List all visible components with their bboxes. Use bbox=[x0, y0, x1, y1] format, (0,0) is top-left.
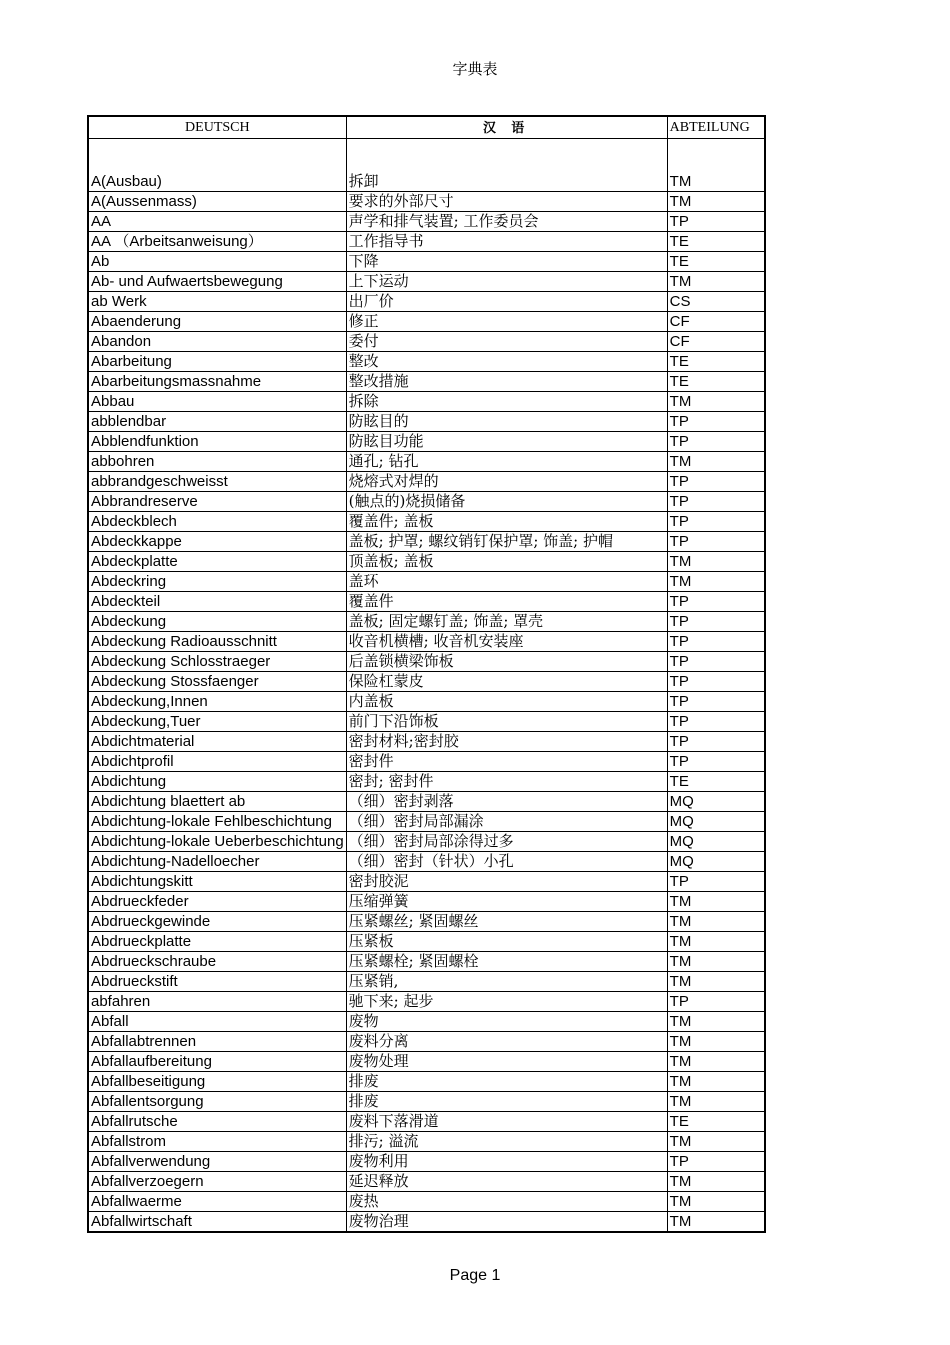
table-header-row bbox=[88, 116, 765, 139]
department-cell: TE bbox=[667, 772, 765, 792]
department-cell: MQ bbox=[667, 792, 765, 812]
chinese-term-cell: 废物治理 bbox=[346, 1212, 667, 1233]
department-cell: TM bbox=[667, 912, 765, 932]
department-cell: TE bbox=[667, 1112, 765, 1132]
chinese-term-cell: 出厂价 bbox=[346, 292, 667, 312]
table-row bbox=[88, 332, 765, 352]
department-cell: TM bbox=[667, 1072, 765, 1092]
table-row bbox=[88, 792, 765, 812]
german-term-cell: Abdeckung Radioausschnitt bbox=[88, 632, 346, 652]
chinese-term-cell: 压缩弹簧 bbox=[346, 892, 667, 912]
german-term-cell: Abarbeitung bbox=[88, 352, 346, 372]
table-row bbox=[88, 432, 765, 452]
chinese-term-cell: 通孔; 钻孔 bbox=[346, 452, 667, 472]
german-term-cell: Abdrueckfeder bbox=[88, 892, 346, 912]
chinese-term-cell: 整改 bbox=[346, 352, 667, 372]
page-number: Page 1 bbox=[449, 1267, 501, 1284]
table-row bbox=[88, 412, 765, 432]
table-row bbox=[88, 352, 765, 372]
department-cell: TP bbox=[667, 752, 765, 772]
german-term-cell: Abarbeitungsmassnahme bbox=[88, 372, 346, 392]
department-cell: TM bbox=[667, 1032, 765, 1052]
german-term-cell: AA bbox=[88, 212, 346, 232]
table-row bbox=[88, 812, 765, 832]
german-term-cell: Abdrueckschraube bbox=[88, 952, 346, 972]
table-row bbox=[88, 1112, 765, 1132]
department-cell: TP bbox=[667, 692, 765, 712]
german-term-cell: AA （Arbeitsanweisung） bbox=[88, 232, 346, 252]
chinese-term-cell: 烧熔式对焊的 bbox=[346, 472, 667, 492]
department-cell: TP bbox=[667, 992, 765, 1012]
chinese-term-cell: 要求的外部尺寸 bbox=[346, 192, 667, 212]
department-cell: TM bbox=[667, 1212, 765, 1233]
chinese-term-cell: 委付 bbox=[346, 332, 667, 352]
department-cell: TP bbox=[667, 652, 765, 672]
german-term-cell: Abdeckung Stossfaenger bbox=[88, 672, 346, 692]
department-cell: TM bbox=[667, 932, 765, 952]
chinese-term-cell: 排废 bbox=[346, 1072, 667, 1092]
table-row bbox=[88, 1092, 765, 1112]
department-cell: TM bbox=[667, 1012, 765, 1032]
department-cell: MQ bbox=[667, 832, 765, 852]
chinese-term-cell: 密封件 bbox=[346, 752, 667, 772]
german-term-cell: Abdeckung,Tuer bbox=[88, 712, 346, 732]
table-row bbox=[88, 192, 765, 212]
german-term-cell: Abdichtprofil bbox=[88, 752, 346, 772]
department-cell: TP bbox=[667, 872, 765, 892]
table-row bbox=[88, 392, 765, 412]
table-row bbox=[88, 1172, 765, 1192]
german-term-cell: Abaenderung bbox=[88, 312, 346, 332]
german-term-cell: Abfallwaerme bbox=[88, 1192, 346, 1212]
chinese-term-cell: 压紧螺栓; 紧固螺栓 bbox=[346, 952, 667, 972]
chinese-term-cell: 密封; 密封件 bbox=[346, 772, 667, 792]
dictionary-table bbox=[87, 115, 766, 1233]
chinese-term-cell: 声学和排气装置; 工作委员会 bbox=[346, 212, 667, 232]
chinese-term-cell: 驰下来; 起步 bbox=[346, 992, 667, 1012]
german-term-cell: Abfallabtrennen bbox=[88, 1032, 346, 1052]
department-cell: TE bbox=[667, 232, 765, 252]
table-row bbox=[88, 312, 765, 332]
department-cell: CF bbox=[667, 332, 765, 352]
department-cell: TE bbox=[667, 372, 765, 392]
german-term-cell: Ab- und Aufwaertsbewegung bbox=[88, 272, 346, 292]
chinese-term-cell: 后盖锁横梁饰板 bbox=[346, 652, 667, 672]
department-cell: TP bbox=[667, 1152, 765, 1172]
german-term-cell: abblendbar bbox=[88, 412, 346, 432]
german-term-cell: Abfallstrom bbox=[88, 1132, 346, 1152]
german-term-cell: Abdeckung bbox=[88, 612, 346, 632]
german-term-cell: Abdeckblech bbox=[88, 512, 346, 532]
department-cell: TE bbox=[667, 252, 765, 272]
department-cell: MQ bbox=[667, 852, 765, 872]
header-department: ABTEILUNG bbox=[667, 116, 765, 139]
german-term-cell: Abdeckplatte bbox=[88, 552, 346, 572]
chinese-term-cell: 排废 bbox=[346, 1092, 667, 1112]
chinese-term-cell: （细）密封局部涂得过多 bbox=[346, 832, 667, 852]
table-row bbox=[88, 1052, 765, 1072]
table-row bbox=[88, 752, 765, 772]
department-cell: TP bbox=[667, 212, 765, 232]
department-cell: TM bbox=[667, 1092, 765, 1112]
chinese-term-cell: 前门下沿饰板 bbox=[346, 712, 667, 732]
department-cell: TM bbox=[667, 139, 765, 192]
german-term-cell: abbrandgeschweisst bbox=[88, 472, 346, 492]
table-row bbox=[88, 1072, 765, 1092]
german-term-cell: Abfallwirtschaft bbox=[88, 1212, 346, 1233]
chinese-term-cell: （细）密封剥落 bbox=[346, 792, 667, 812]
department-cell: TM bbox=[667, 192, 765, 212]
table-row bbox=[88, 232, 765, 252]
chinese-term-cell: 顶盖板; 盖板 bbox=[346, 552, 667, 572]
german-term-cell: Abdichtung blaettert ab bbox=[88, 792, 346, 812]
chinese-term-cell: 收音机横槽; 收音机安装座 bbox=[346, 632, 667, 652]
german-term-cell: Abdeckteil bbox=[88, 592, 346, 612]
german-term-cell: Abbau bbox=[88, 392, 346, 412]
table-row bbox=[88, 1132, 765, 1152]
table-row bbox=[88, 852, 765, 872]
german-term-cell: Abfallrutsche bbox=[88, 1112, 346, 1132]
chinese-term-cell: 整改措施 bbox=[346, 372, 667, 392]
table-row bbox=[88, 992, 765, 1012]
chinese-term-cell: 下降 bbox=[346, 252, 667, 272]
table-row bbox=[88, 1192, 765, 1212]
chinese-term-cell: 上下运动 bbox=[346, 272, 667, 292]
table-row bbox=[88, 832, 765, 852]
german-term-cell: abfahren bbox=[88, 992, 346, 1012]
chinese-term-cell: 修正 bbox=[346, 312, 667, 332]
table-row bbox=[88, 772, 765, 792]
department-cell: TM bbox=[667, 1172, 765, 1192]
department-cell: TM bbox=[667, 452, 765, 472]
department-cell: TP bbox=[667, 632, 765, 652]
table-row bbox=[88, 512, 765, 532]
table-row bbox=[88, 212, 765, 232]
german-term-cell: Abdichtmaterial bbox=[88, 732, 346, 752]
table-row bbox=[88, 692, 765, 712]
german-term-cell: Abdeckung Schlosstraeger bbox=[88, 652, 346, 672]
table-row bbox=[88, 672, 765, 692]
department-cell: CF bbox=[667, 312, 765, 332]
german-term-cell: Abdrueckstift bbox=[88, 972, 346, 992]
german-term-cell: Abdichtungskitt bbox=[88, 872, 346, 892]
german-term-cell: A(Aussenmass) bbox=[88, 192, 346, 212]
chinese-term-cell: 压紧板 bbox=[346, 932, 667, 952]
table-row bbox=[88, 1212, 765, 1233]
german-term-cell: Abfallverwendung bbox=[88, 1152, 346, 1172]
german-term-cell: Abdichtung-Nadelloecher bbox=[88, 852, 346, 872]
german-term-cell: Abblendfunktion bbox=[88, 432, 346, 452]
department-cell: TP bbox=[667, 492, 765, 512]
department-cell: TM bbox=[667, 972, 765, 992]
german-term-cell: abbohren bbox=[88, 452, 346, 472]
chinese-term-cell: （细）密封局部漏涂 bbox=[346, 812, 667, 832]
table-row bbox=[88, 492, 765, 512]
table-row bbox=[88, 952, 765, 972]
table-row bbox=[88, 1032, 765, 1052]
german-term-cell: Abdrueckplatte bbox=[88, 932, 346, 952]
table-row bbox=[88, 572, 765, 592]
german-term-cell: Abfallbeseitigung bbox=[88, 1072, 346, 1092]
chinese-term-cell: 压紧螺丝; 紧固螺丝 bbox=[346, 912, 667, 932]
chinese-term-cell: 工作指导书 bbox=[346, 232, 667, 252]
department-cell: TP bbox=[667, 432, 765, 452]
chinese-term-cell: 排污; 溢流 bbox=[346, 1132, 667, 1152]
german-term-cell: Abfallverzoegern bbox=[88, 1172, 346, 1192]
chinese-term-cell: 内盖板 bbox=[346, 692, 667, 712]
chinese-term-cell: 防眩目的 bbox=[346, 412, 667, 432]
german-term-cell: Abdichtung-lokale Ueberbeschichtung bbox=[88, 832, 346, 852]
german-term-cell: Abdeckung,Innen bbox=[88, 692, 346, 712]
chinese-term-cell: 拆卸 bbox=[346, 139, 667, 192]
table-row bbox=[88, 592, 765, 612]
german-term-cell: Abfall bbox=[88, 1012, 346, 1032]
table-row bbox=[88, 252, 765, 272]
table-row bbox=[88, 472, 765, 492]
department-cell: TM bbox=[667, 552, 765, 572]
chinese-term-cell: (触点的)烧损储备 bbox=[346, 492, 667, 512]
table-body bbox=[88, 139, 765, 1233]
table-row bbox=[88, 632, 765, 652]
department-cell: TP bbox=[667, 672, 765, 692]
chinese-term-cell: 废物处理 bbox=[346, 1052, 667, 1072]
table-row bbox=[88, 892, 765, 912]
german-term-cell: Abbrandreserve bbox=[88, 492, 346, 512]
chinese-term-cell: 覆盖件; 盖板 bbox=[346, 512, 667, 532]
german-term-cell: Abdichtung bbox=[88, 772, 346, 792]
chinese-term-cell: 废物 bbox=[346, 1012, 667, 1032]
table-row bbox=[88, 292, 765, 312]
table-row bbox=[88, 532, 765, 552]
german-term-cell: Abfallaufbereitung bbox=[88, 1052, 346, 1072]
chinese-term-cell: 覆盖件 bbox=[346, 592, 667, 612]
department-cell: TP bbox=[667, 612, 765, 632]
german-term-cell: Ab bbox=[88, 252, 346, 272]
document-title: 字典表 bbox=[452, 60, 498, 78]
german-term-cell: A(Ausbau) bbox=[88, 139, 346, 192]
department-cell: MQ bbox=[667, 812, 765, 832]
chinese-term-cell: 延迟释放 bbox=[346, 1172, 667, 1192]
table-row bbox=[88, 1012, 765, 1032]
chinese-term-cell: 盖板; 固定螺钉盖; 饰盖; 罩壳 bbox=[346, 612, 667, 632]
chinese-term-cell: （细）密封（针状）小孔 bbox=[346, 852, 667, 872]
table-row bbox=[88, 372, 765, 392]
department-cell: TP bbox=[667, 592, 765, 612]
department-cell: TP bbox=[667, 512, 765, 532]
department-cell: TE bbox=[667, 352, 765, 372]
table-row bbox=[88, 872, 765, 892]
table-row bbox=[88, 972, 765, 992]
table-row bbox=[88, 1152, 765, 1172]
chinese-term-cell: 密封材料;密封胶 bbox=[346, 732, 667, 752]
table-row bbox=[88, 272, 765, 292]
department-cell: TP bbox=[667, 412, 765, 432]
german-term-cell: Abdichtung-lokale Fehlbeschichtung bbox=[88, 812, 346, 832]
chinese-term-cell: 拆除 bbox=[346, 392, 667, 412]
german-term-cell: Abandon bbox=[88, 332, 346, 352]
department-cell: TM bbox=[667, 392, 765, 412]
header-german: DEUTSCH bbox=[88, 116, 346, 139]
department-cell: TM bbox=[667, 1052, 765, 1072]
chinese-term-cell: 密封胶泥 bbox=[346, 872, 667, 892]
department-cell: TM bbox=[667, 952, 765, 972]
chinese-term-cell: 废料下落滑道 bbox=[346, 1112, 667, 1132]
table-row bbox=[88, 652, 765, 672]
chinese-term-cell: 防眩目功能 bbox=[346, 432, 667, 452]
department-cell: TM bbox=[667, 1192, 765, 1212]
german-term-cell: Abfallentsorgung bbox=[88, 1092, 346, 1112]
table-row bbox=[88, 912, 765, 932]
table-row bbox=[88, 732, 765, 752]
german-term-cell: ab Werk bbox=[88, 292, 346, 312]
table-row bbox=[88, 139, 765, 192]
department-cell: CS bbox=[667, 292, 765, 312]
german-term-cell: Abdeckkappe bbox=[88, 532, 346, 552]
chinese-term-cell: 废物利用 bbox=[346, 1152, 667, 1172]
table-row bbox=[88, 452, 765, 472]
table-row bbox=[88, 612, 765, 632]
department-cell: TP bbox=[667, 472, 765, 492]
department-cell: TP bbox=[667, 712, 765, 732]
department-cell: TM bbox=[667, 572, 765, 592]
department-cell: TM bbox=[667, 892, 765, 912]
department-cell: TP bbox=[667, 732, 765, 752]
chinese-term-cell: 保险杠蒙皮 bbox=[346, 672, 667, 692]
german-term-cell: Abdeckring bbox=[88, 572, 346, 592]
table-row bbox=[88, 932, 765, 952]
table-row bbox=[88, 552, 765, 572]
chinese-term-cell: 废料分离 bbox=[346, 1032, 667, 1052]
chinese-term-cell: 压紧销, bbox=[346, 972, 667, 992]
header-chinese: 汉 语 bbox=[346, 116, 667, 139]
german-term-cell: Abdrueckgewinde bbox=[88, 912, 346, 932]
chinese-term-cell: 盖环 bbox=[346, 572, 667, 592]
table-row bbox=[88, 712, 765, 732]
department-cell: TM bbox=[667, 272, 765, 292]
chinese-term-cell: 废热 bbox=[346, 1192, 667, 1212]
department-cell: TP bbox=[667, 532, 765, 552]
chinese-term-cell: 盖板; 护罩; 螺纹销钉保护罩; 饰盖; 护帽 bbox=[346, 532, 667, 552]
department-cell: TM bbox=[667, 1132, 765, 1152]
